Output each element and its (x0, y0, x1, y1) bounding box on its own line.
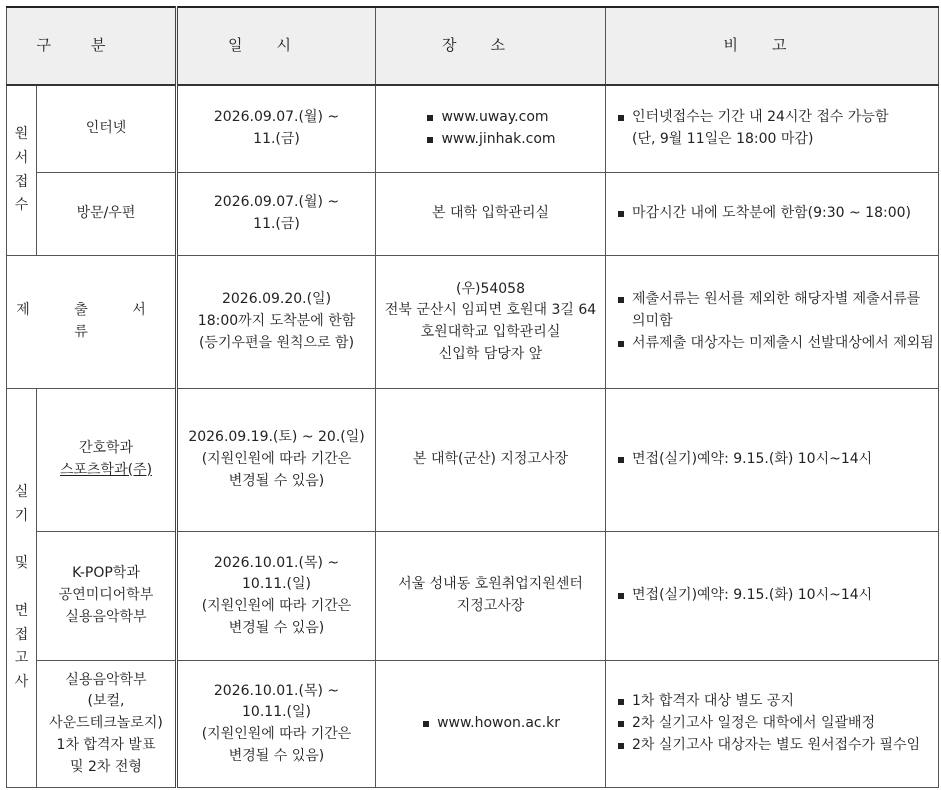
table-row-kpop (7, 532, 939, 661)
place-kpop: 서울 성내동 호원취업지원센터 지정고사장 (376, 532, 606, 661)
category-practical: 실 기 및 면 접 고 사 (7, 389, 37, 788)
table-row-nursing (7, 389, 939, 532)
note-kpop: 면접(실기)예약: 9.15.(화) 10시~14시 (606, 532, 939, 661)
subcategory-nursing: 간호학과 스포츠학과(주) (37, 389, 177, 532)
place-documents: (우)54058 전북 군산시 임피면 호원대 3길 64 호원대학교 입학관리실 신입학 담당자 앞 (376, 256, 606, 389)
note-internet: 인터넷접수는 기간 내 24시간 접수 가능함 (단, 9월 11일은 18:00 마감) (606, 85, 939, 173)
link-howon[interactable]: www.howon.ac.kr (421, 713, 560, 735)
date-visit: 2026.09.07.(월) ~ 11.(금) (177, 173, 376, 256)
table-row-internet (7, 85, 939, 173)
header-date: 일시 (177, 7, 376, 85)
place-visit: 본 대학 입학관리실 (376, 173, 606, 256)
header-note: 비고 (606, 7, 939, 85)
subcategory-visit: 방문/우편 (37, 173, 177, 256)
date-kpop: 2026.10.01.(목) ~ 10.11.(일) (지원인원에 따라 기간은 변경될 수 있음) (177, 532, 376, 661)
subcategory-music: 실용음악학부 (보컬, 사운드테크놀로지) 1차 합격자 발표 및 2차 전형 (37, 661, 177, 788)
table-row-music (7, 661, 939, 788)
date-internet: 2026.09.07.(월) ~ 11.(금) (177, 85, 376, 173)
note-documents: 제출서류는 원서를 제외한 해당자별 제출서류를 의미함 서류제출 대상자는 미제출시 선발대상에서 제외됨 (606, 256, 939, 389)
subcategory-internet: 인터넷 (37, 85, 177, 173)
place-music (376, 661, 606, 788)
place-nursing: 본 대학(군산) 지정고사장 (376, 389, 606, 532)
date-nursing: 2026.09.19.(토) ~ 20.(일) (지원인원에 따라 기간은 변경될 수 있음) (177, 389, 376, 532)
date-music: 2026.10.01.(목) ~ 10.11.(일) (지원인원에 따라 기간은 변경될 수 있음) (177, 661, 376, 788)
note-music: 1차 합격자 대상 별도 공지 2차 실기고사 일정은 대학에서 일괄배정 2차 실기고사 대상자는 별도 원서접수가 필수임 (606, 661, 939, 788)
date-documents: 2026.09.20.(일) 18:00까지 도착분에 한함 (등기우편을 원칙으로 함) (177, 256, 376, 389)
note-nursing: 면접(실기)예약: 9.15.(화) 10시~14시 (606, 389, 939, 532)
table-row-documents (7, 256, 939, 389)
category-documents: 제 출 서 류 (7, 256, 177, 389)
link-uway[interactable]: www.uway.com (425, 107, 555, 129)
category-application: 원 서 접 수 (7, 85, 37, 256)
subcategory-kpop: K-POP학과 공연미디어학부 실용음악학부 (37, 532, 177, 661)
header-place: 장소 (376, 7, 606, 85)
header-category: 구분 (7, 7, 177, 85)
header-row (7, 7, 939, 85)
table-row-visit (7, 173, 939, 256)
place-internet (376, 85, 606, 173)
link-jinhak[interactable]: www.jinhak.com (425, 129, 555, 151)
admission-schedule-table (6, 6, 939, 788)
note-visit: 마감시간 내에 도착분에 한함(9:30 ~ 18:00) (606, 173, 939, 256)
